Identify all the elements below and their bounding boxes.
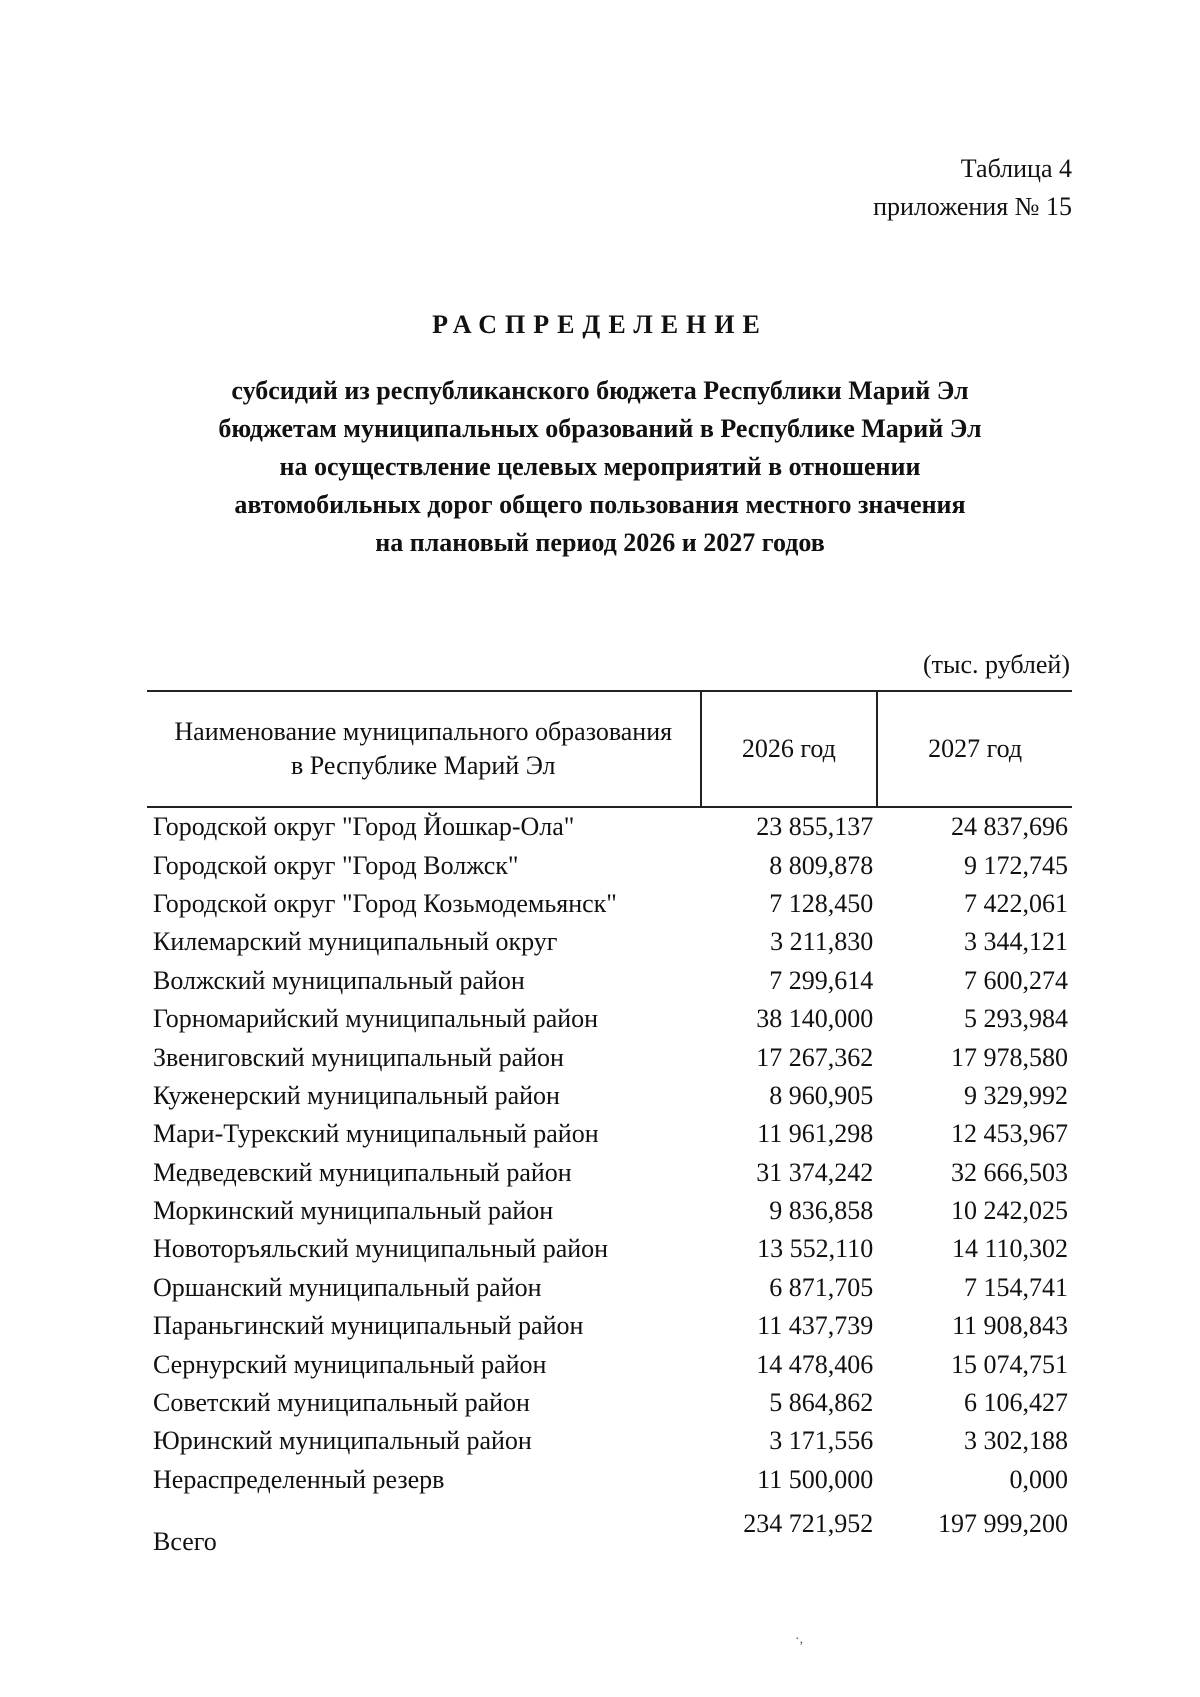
row-value-2027: 11 908,843	[951, 1311, 1068, 1341]
row-value-2026: 3 171,556	[769, 1426, 874, 1456]
table-row	[147, 1461, 1072, 1499]
row-name: Оршанский муниципальный район	[153, 1272, 542, 1302]
row-name: Килемарский муниципальный округ	[153, 927, 558, 957]
row-value-2027: 10 242,025	[951, 1196, 1068, 1226]
row-value-2027: 0,000	[1009, 1464, 1068, 1494]
table-row	[147, 846, 1072, 884]
row-value-2026: 9 836,858	[769, 1196, 874, 1226]
row-value-2027: 9 172,745	[964, 850, 1068, 880]
table-row	[147, 1422, 1072, 1460]
row-name: Городской округ "Город Волжск"	[153, 850, 519, 880]
row-value-2027: 24 837,696	[951, 812, 1068, 842]
row-name: Куженерский муниципальный район	[153, 1080, 560, 1110]
column-header-name-line2: в Республике Марий Эл	[291, 751, 556, 780]
table-row	[147, 1115, 1072, 1153]
row-value-2026: 17 267,362	[756, 1042, 874, 1072]
row-value-2027: 5 293,984	[964, 1004, 1068, 1034]
table-row	[147, 923, 1072, 961]
total-2026: 234 721,952	[743, 1509, 874, 1539]
column-header-2026: 2026 год	[701, 691, 878, 807]
row-name: Городской округ "Город Йошкар-Ола"	[153, 812, 575, 842]
table-row	[147, 807, 1072, 846]
row-value-2027: 12 453,967	[951, 1119, 1068, 1149]
row-name: Волжский муниципальный район	[153, 965, 525, 995]
table-header-row	[147, 691, 1072, 807]
row-value-2027: 6 106,427	[964, 1388, 1068, 1418]
row-value-2026: 7 299,614	[769, 965, 874, 995]
column-header-name	[147, 691, 701, 807]
row-name: Мари-Турекский муниципальный район	[153, 1119, 599, 1149]
appendix-number: приложения № 15	[873, 192, 1072, 221]
document-heading: РАСПРЕДЕЛЕНИЕ	[432, 310, 768, 339]
subtitle-line: бюджетам муниципальных образований в Республике Марий Эл	[218, 414, 982, 443]
row-name: Новоторъяльский муниципальный район	[153, 1234, 609, 1264]
row-name: Медведевский муниципальный район	[153, 1157, 572, 1187]
subtitle-line: на плановый период 2026 и 2027 годов	[375, 528, 825, 557]
row-value-2027: 32 666,503	[951, 1157, 1068, 1187]
row-value-2026: 38 140,000	[756, 1004, 874, 1034]
row-value-2026: 11 500,000	[757, 1464, 874, 1494]
table-total-row	[147, 1499, 1072, 1559]
row-value-2027: 15 074,751	[951, 1349, 1068, 1379]
total-label: Всего	[153, 1527, 217, 1557]
row-value-2027: 3 344,121	[964, 927, 1068, 957]
document-subtitle	[0, 372, 1200, 562]
row-value-2026: 14 478,406	[756, 1349, 874, 1379]
table-row	[147, 1384, 1072, 1422]
table-row	[147, 1192, 1072, 1230]
row-name: Городской округ "Город Козьмодемьянск"	[153, 888, 617, 918]
row-value-2026: 8 809,878	[769, 850, 874, 880]
row-value-2026: 11 437,739	[757, 1311, 874, 1341]
row-name: Горномарийский муниципальный район	[153, 1004, 599, 1034]
subtitle-line: автомобильных дорог общего пользования местного значения	[234, 490, 966, 519]
row-value-2026: 7 128,450	[769, 888, 874, 918]
total-2027: 197 999,200	[938, 1509, 1068, 1539]
row-value-2026: 8 960,905	[769, 1080, 874, 1110]
row-name: Нераспределенный резерв	[153, 1464, 445, 1494]
row-value-2027: 7 422,061	[964, 888, 1068, 918]
table-row	[147, 962, 1072, 1000]
row-value-2027: 14 110,302	[951, 1234, 1068, 1264]
row-value-2026: 31 374,242	[756, 1157, 874, 1187]
table-row	[147, 1154, 1072, 1192]
row-value-2027: 3 302,188	[964, 1426, 1068, 1456]
table-number: Таблица 4	[960, 154, 1072, 183]
row-value-2026: 23 855,137	[756, 812, 874, 842]
row-value-2027: 7 154,741	[964, 1272, 1068, 1302]
row-value-2026: 3 211,830	[770, 927, 874, 957]
row-name: Советский муниципальный район	[153, 1388, 530, 1418]
row-value-2027: 17 978,580	[951, 1042, 1068, 1072]
table-row	[147, 1077, 1072, 1115]
row-name: Звениговский муниципальный район	[153, 1042, 564, 1072]
table-reference	[873, 150, 1072, 226]
row-value-2026: 13 552,110	[757, 1234, 874, 1264]
units-label: (тыс. рублей)	[922, 650, 1070, 679]
table-body	[147, 807, 1072, 1559]
row-value-2027: 9 329,992	[964, 1080, 1068, 1110]
subtitle-line: субсидий из республиканского бюджета Республики Марий Эл	[231, 376, 969, 405]
table-row	[147, 1230, 1072, 1268]
column-header-2027: 2027 год	[877, 691, 1072, 807]
row-name: Юринский муниципальный район	[153, 1426, 532, 1456]
row-name: Моркинский муниципальный район	[153, 1196, 554, 1226]
table-row	[147, 1038, 1072, 1076]
row-value-2026: 6 871,705	[769, 1272, 874, 1302]
distribution-table	[147, 690, 1072, 1559]
table-row	[147, 1307, 1072, 1345]
table-row	[147, 1269, 1072, 1307]
scan-speck: ·,	[795, 1632, 804, 1647]
table-row	[147, 1345, 1072, 1383]
column-header-name-line1: Наименование муниципального образования	[174, 717, 673, 746]
row-name: Параньгинский муниципальный район	[153, 1311, 584, 1341]
row-value-2027: 7 600,274	[964, 965, 1068, 995]
subtitle-line: на осуществление целевых мероприятий в отношении	[279, 452, 921, 481]
row-value-2026: 11 961,298	[757, 1119, 874, 1149]
table-row	[147, 885, 1072, 923]
row-name: Сернурский муниципальный район	[153, 1349, 547, 1379]
table-row	[147, 1000, 1072, 1038]
row-value-2026: 5 864,862	[769, 1388, 874, 1418]
